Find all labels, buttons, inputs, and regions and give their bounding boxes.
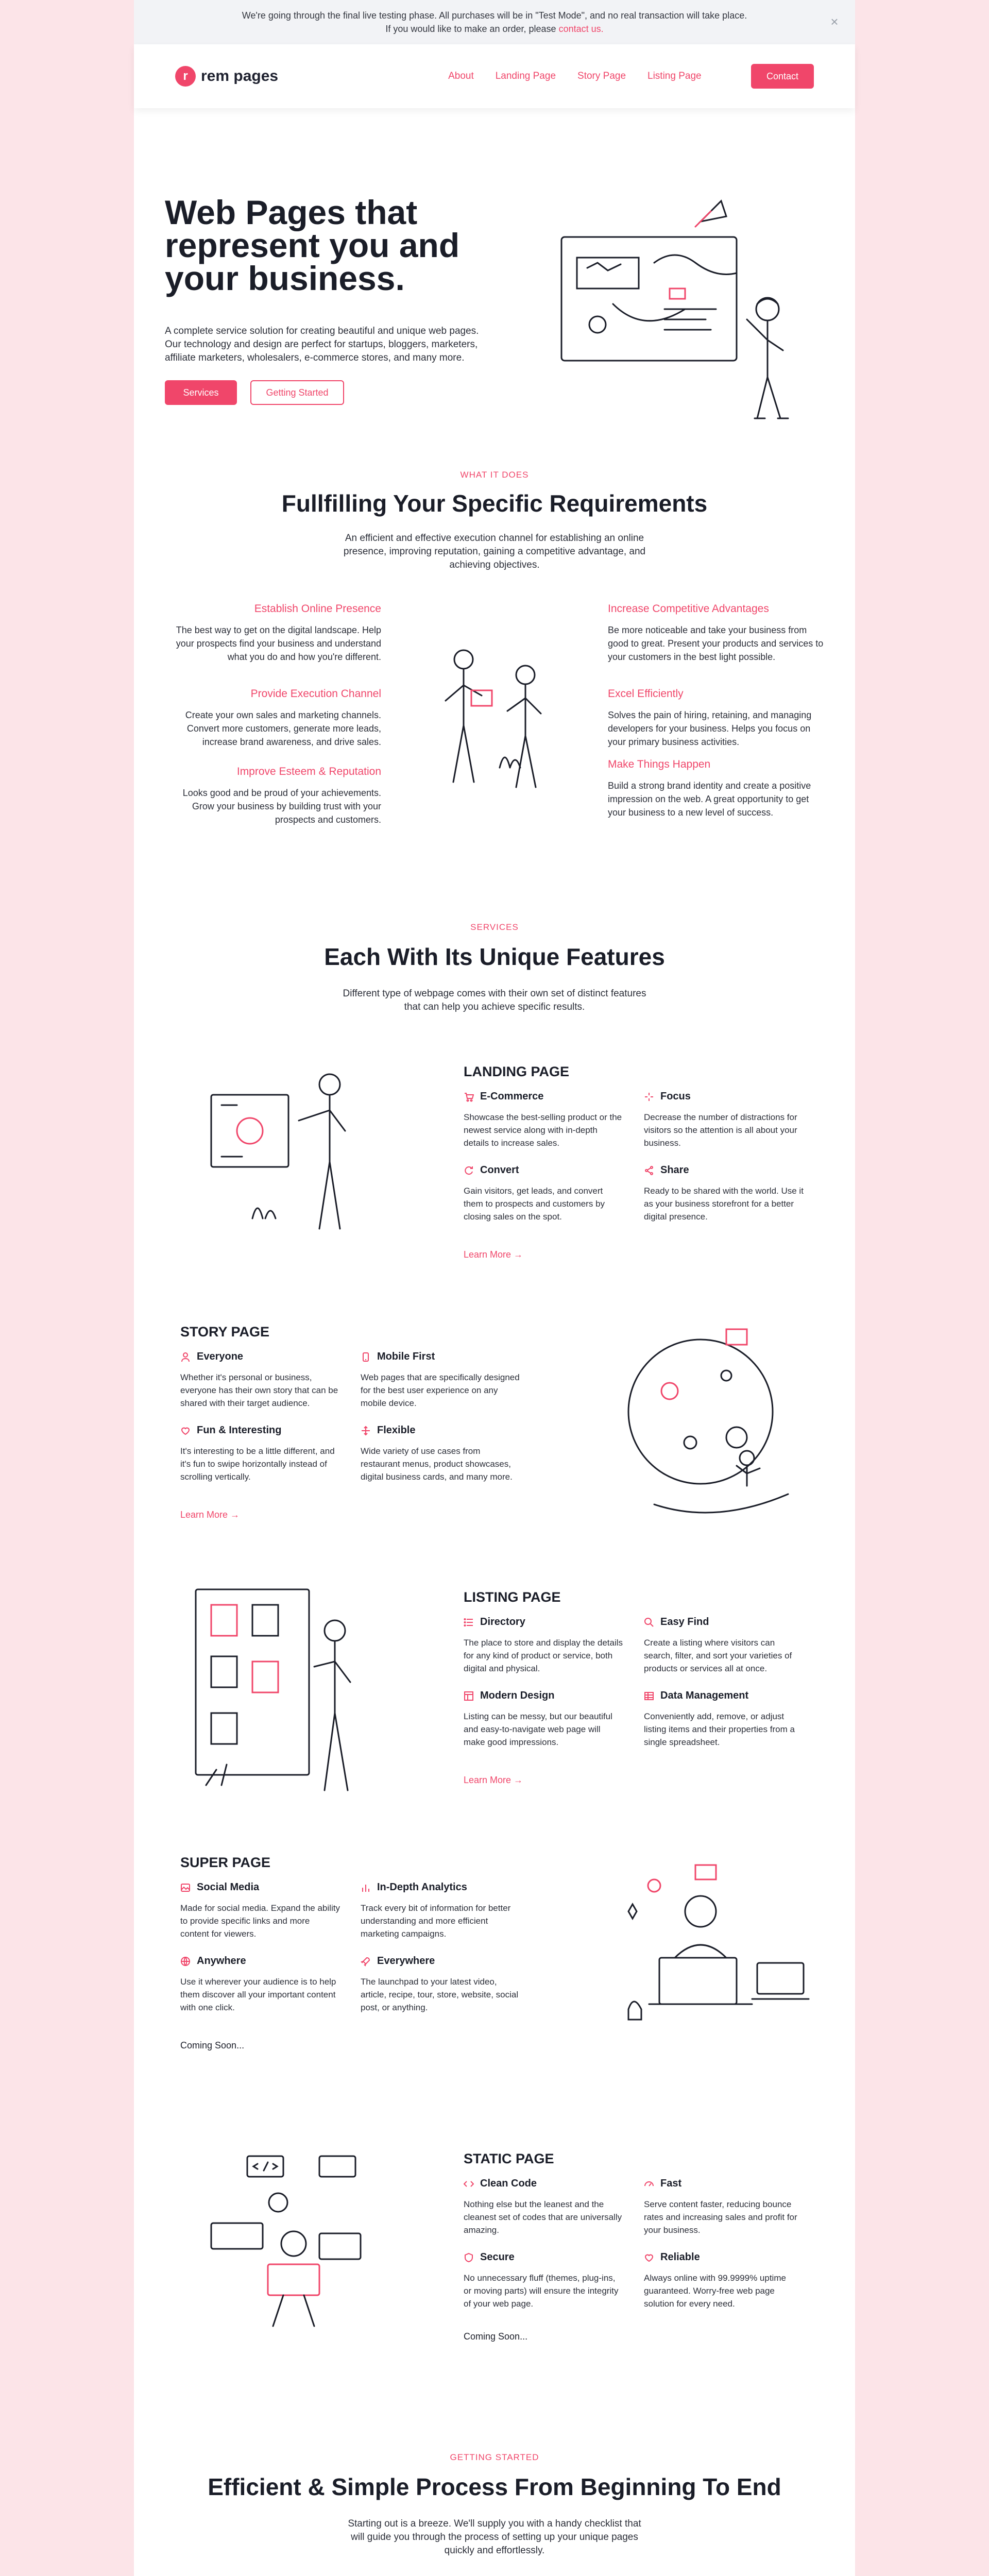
card-title-row bbox=[180, 1351, 340, 1363]
contact-button[interactable]: Contact bbox=[751, 64, 814, 89]
card-title: Focus bbox=[660, 1091, 691, 1102]
heart-icon bbox=[644, 2252, 654, 2263]
card-title: Secure bbox=[480, 2251, 515, 2263]
what-it-does-section bbox=[134, 402, 855, 835]
story-page-block bbox=[134, 1319, 855, 1535]
landing-card-ecommerce bbox=[464, 1091, 623, 1149]
page bbox=[134, 0, 855, 2576]
listing-learn-more-link[interactable]: Learn More → bbox=[464, 1775, 523, 1785]
story-card-everyone bbox=[180, 1351, 340, 1410]
card-text: Use it wherever your audience is to help them discover all your important content with one click. bbox=[180, 1977, 336, 2012]
static-page-block bbox=[134, 2146, 855, 2362]
card-title: Flexible bbox=[377, 1425, 416, 1436]
card-text: Web pages that are specifically designed for the best user experience on any mobile device. bbox=[361, 1372, 520, 1408]
nav-item-about[interactable]: About bbox=[448, 71, 474, 81]
feature-title: Improve Esteem & Reputation bbox=[236, 766, 381, 777]
nav-item-story-page[interactable]: Story Page bbox=[577, 71, 626, 81]
feature-left-1 bbox=[165, 603, 381, 664]
card-text: Gain visitors, get leads, and convert them to prospects and customers by closing sales on the spot. bbox=[464, 1186, 605, 1222]
card-text: Whether it's personal or business, everyone has their own story that can be shared with their target audience. bbox=[180, 1372, 338, 1408]
static-card-fast bbox=[644, 2178, 804, 2236]
card-text: Ready to be shared with the world. Use it as your business storefront for a better digital presence. bbox=[644, 1186, 804, 1222]
card-title-row bbox=[644, 1616, 804, 1628]
listing-page-block bbox=[134, 1584, 855, 1801]
card-text: Conveniently add, remove, or adjust listing items and their properties from a single spreadsheet. bbox=[644, 1711, 795, 1747]
process-title: Efficient & Simple Process From Beginning To End bbox=[208, 2473, 781, 2500]
static-coming-soon: Coming Soon... bbox=[464, 2331, 528, 2342]
feature-title: Make Things Happen bbox=[608, 758, 711, 770]
story-learn-more-link[interactable]: Learn More → bbox=[180, 1510, 240, 1520]
card-title: Convert bbox=[480, 1164, 519, 1176]
hero-title: Web Pages that represent you and your business. bbox=[165, 193, 460, 297]
listing-card-easy-find bbox=[644, 1616, 804, 1675]
landing-page-block bbox=[134, 1059, 855, 1275]
card-text: It's interesting to be a little different, and it's fun to swipe horizontally instead of scrolling vertically. bbox=[180, 1446, 335, 1482]
layout-icon bbox=[464, 1691, 474, 1701]
table-icon bbox=[644, 1691, 654, 1701]
super-coming-soon: Coming Soon... bbox=[180, 2040, 245, 2050]
feature-right-2 bbox=[608, 688, 824, 749]
card-title-row bbox=[361, 1955, 520, 1967]
super-card-anywhere bbox=[180, 1955, 340, 2014]
notice-line2-prefix: If you would like to make an order, please bbox=[385, 24, 559, 34]
cart-icon bbox=[464, 1092, 474, 1102]
card-text: Wide variety of use cases from restaurant menus, product showcases, digital business cards, and many more. bbox=[361, 1446, 513, 1482]
bar-chart-icon bbox=[361, 1883, 371, 1893]
logo-mark-icon: r bbox=[175, 66, 196, 87]
process-eyebrow: GETTING STARTED bbox=[450, 2452, 539, 2462]
feature-text: Looks good and be proud of your achievements. Grow your business by building trust with your prospects and customers. bbox=[182, 788, 381, 825]
feature-title: Excel Efficiently bbox=[608, 688, 684, 700]
card-title-row bbox=[644, 1091, 804, 1103]
close-icon[interactable]: × bbox=[830, 14, 839, 29]
card-title: Data Management bbox=[660, 1690, 749, 1701]
card-title: Easy Find bbox=[660, 1616, 709, 1628]
card-title-row bbox=[361, 1425, 520, 1436]
card-title-row bbox=[464, 1091, 623, 1103]
hero-section bbox=[134, 108, 855, 397]
feature-title: Provide Execution Channel bbox=[250, 688, 381, 700]
card-title-row bbox=[180, 1882, 340, 1893]
landing-learn-more-link[interactable]: Learn More → bbox=[464, 1249, 523, 1260]
move-icon bbox=[361, 1426, 371, 1436]
search-icon bbox=[644, 1617, 654, 1628]
card-title: Reliable bbox=[660, 2251, 700, 2263]
services-button[interactable]: Services bbox=[165, 380, 237, 405]
card-text: Track every bit of information for better understanding and more efficient marketing campaigns. bbox=[361, 1903, 511, 1939]
what-title: Fullfilling Your Specific Requirements bbox=[281, 490, 708, 517]
feature-text: The best way to get on the digital landscape. Help your prospects find your business and understand what you do and how you're different. bbox=[176, 625, 381, 662]
card-text: Serve content faster, reducing bounce rates and increasing sales and profit for your business. bbox=[644, 2199, 797, 2235]
card-text: Made for social media. Expand the ability to provide specific links and more content for viewers. bbox=[180, 1903, 340, 1939]
logo[interactable] bbox=[175, 66, 278, 87]
static-title: STATIC PAGE bbox=[464, 2151, 554, 2166]
card-title: Fun & Interesting bbox=[197, 1425, 282, 1436]
listing-card-data-management bbox=[644, 1690, 804, 1749]
hero-description: A complete service solution for creating beautiful and unique web pages. Our technology and design are perfect for startups, bloggers, marketers, affiliate marketers, wholesalers, e-commerce stores, and many more. bbox=[165, 326, 479, 363]
services-title: Each With Its Unique Features bbox=[324, 943, 665, 970]
feature-text: Be more noticeable and take your business from good to great. Present your products and services to your customers in the best light possible. bbox=[608, 625, 824, 662]
card-title-row bbox=[644, 2178, 804, 2190]
story-card-mobile-first bbox=[361, 1351, 520, 1410]
card-title: In-Depth Analytics bbox=[377, 1882, 467, 1893]
what-eyebrow: WHAT IT DOES bbox=[460, 470, 529, 480]
super-title: SUPER PAGE bbox=[180, 1855, 271, 1870]
card-text: The place to store and display the details for any kind of product or service, both digital and physical. bbox=[464, 1638, 623, 1673]
card-title: Share bbox=[660, 1164, 689, 1176]
listing-card-directory bbox=[464, 1616, 623, 1675]
card-text: Create a listing where visitors can search, filter, and sort your varieties of products or services all at once. bbox=[644, 1638, 792, 1673]
feature-left-2 bbox=[165, 688, 381, 749]
card-title: Directory bbox=[480, 1616, 525, 1628]
card-title-row bbox=[644, 2251, 804, 2263]
static-illustration bbox=[201, 2146, 386, 2331]
card-text: Always online with 99.9999% uptime guaranteed. Worry-free web page solution for every need. bbox=[644, 2273, 786, 2309]
card-title-row bbox=[464, 1164, 623, 1176]
main-nav bbox=[448, 71, 702, 82]
user-icon bbox=[180, 1352, 191, 1362]
services-lead: Different type of webpage comes with their own set of distinct features that can help you achieve specific results. bbox=[343, 988, 646, 1012]
rocket-icon bbox=[361, 1956, 371, 1967]
card-text: No unnecessary fluff (themes, plug-ins, or moving parts) will ensure the integrity of your web page. bbox=[464, 2273, 619, 2309]
share-icon bbox=[644, 1165, 654, 1176]
notice-bar-top bbox=[134, 0, 855, 44]
card-title-row bbox=[644, 1690, 804, 1702]
card-title: Social Media bbox=[197, 1882, 260, 1893]
landing-illustration bbox=[201, 1064, 371, 1239]
mobile-icon bbox=[361, 1352, 371, 1362]
header bbox=[134, 44, 855, 108]
listing-card-modern-design bbox=[464, 1690, 623, 1749]
feature-title: Establish Online Presence bbox=[254, 603, 381, 615]
super-card-social-media bbox=[180, 1882, 340, 1940]
card-text: Showcase the best-selling product or the newest service along with in-depth details to increase sales. bbox=[464, 1112, 622, 1148]
globe-icon bbox=[180, 1956, 191, 1967]
card-title-row bbox=[361, 1351, 520, 1363]
super-illustration bbox=[598, 1855, 814, 2040]
card-title-row bbox=[180, 1425, 340, 1436]
card-title-row bbox=[464, 2178, 623, 2190]
image-icon bbox=[180, 1883, 191, 1893]
card-title: E-Commerce bbox=[480, 1091, 544, 1102]
what-lead: An efficient and effective execution channel for establishing an online presence, improving reputation, gaining a competitive advantage, and achieving objectives. bbox=[343, 533, 646, 570]
notice-line2 bbox=[385, 22, 603, 36]
logo-text: rem pages bbox=[201, 67, 279, 84]
nav-item-listing-page[interactable]: Listing Page bbox=[647, 71, 702, 81]
listing-title: LISTING PAGE bbox=[464, 1589, 561, 1605]
feature-right-3 bbox=[608, 758, 824, 819]
notice-line1: We're going through the final live testing phase. All purchases will be in "Test Mode", and no real transaction will take place. bbox=[242, 10, 747, 21]
getting-started-button[interactable]: Getting Started bbox=[250, 380, 344, 405]
card-title: Everyone bbox=[197, 1351, 244, 1362]
landing-card-convert bbox=[464, 1164, 623, 1223]
hero-illustration bbox=[551, 191, 819, 433]
feature-right-1 bbox=[608, 603, 824, 664]
static-card-clean-code bbox=[464, 2178, 623, 2236]
card-title: Modern Design bbox=[480, 1690, 555, 1701]
super-card-analytics bbox=[361, 1882, 520, 1940]
convert-icon bbox=[464, 1165, 474, 1176]
card-title-row bbox=[464, 1616, 623, 1628]
feature-left-3 bbox=[165, 766, 381, 826]
team-illustration bbox=[422, 639, 572, 799]
services-eyebrow: SERVICES bbox=[470, 922, 519, 932]
nav-item-landing-page[interactable]: Landing Page bbox=[495, 71, 556, 81]
card-title-row bbox=[180, 1955, 340, 1967]
card-title: Mobile First bbox=[377, 1351, 435, 1362]
shield-icon bbox=[464, 2252, 474, 2263]
feature-text: Build a strong brand identity and create a positive impression on the web. A great opportunity to get your business to a new level of success. bbox=[608, 781, 811, 818]
super-card-everywhere bbox=[361, 1955, 520, 2014]
card-title-row bbox=[644, 1164, 804, 1176]
card-title: Everywhere bbox=[377, 1955, 435, 1967]
card-title-row bbox=[464, 1690, 623, 1702]
story-title: STORY PAGE bbox=[180, 1324, 270, 1340]
feature-title: Increase Competitive Advantages bbox=[608, 603, 769, 615]
landing-card-share bbox=[644, 1164, 804, 1223]
speed-icon bbox=[644, 2179, 654, 2189]
card-title: Clean Code bbox=[480, 2178, 537, 2189]
feature-text: Create your own sales and marketing channels. Convert more customers, generate more leads, increase brand awareness, and drive sales. bbox=[185, 710, 381, 747]
story-card-fun bbox=[180, 1425, 340, 1483]
notice-contact-link[interactable]: contact us. bbox=[558, 24, 604, 34]
landing-card-focus bbox=[644, 1091, 804, 1149]
story-card-flexible bbox=[361, 1425, 520, 1483]
card-text: Listing can be messy, but our beautiful and easy-to-navigate web page will make good impressions. bbox=[464, 1711, 612, 1747]
code-icon bbox=[464, 2179, 474, 2189]
list-icon bbox=[464, 1617, 474, 1628]
card-text: Nothing else but the leanest and the cleanest set of codes that are universally amazing. bbox=[464, 2199, 622, 2235]
card-title-row bbox=[361, 1882, 520, 1893]
focus-icon bbox=[644, 1092, 654, 1102]
feature-text: Solves the pain of hiring, retaining, and managing developers for your business. Helps you focus on your primary business activities. bbox=[608, 710, 812, 747]
landing-title: LANDING PAGE bbox=[464, 1064, 570, 1079]
card-title: Fast bbox=[660, 2178, 682, 2189]
story-illustration bbox=[613, 1319, 809, 1525]
card-text: Decrease the number of distractions for visitors so the attention is all about your business. bbox=[644, 1112, 797, 1148]
static-card-secure bbox=[464, 2251, 623, 2310]
listing-illustration bbox=[185, 1584, 381, 1801]
card-text: The launchpad to your latest video, article, recipe, tour, store, website, social post, or anything. bbox=[361, 1977, 519, 2012]
static-card-reliable bbox=[644, 2251, 804, 2310]
super-page-block bbox=[134, 1850, 855, 2066]
card-title: Anywhere bbox=[197, 1955, 246, 1967]
process-lead: Starting out is a breeze. We'll supply you with a handy checklist that will guide you through the process of setting up your unique pages quickly and effortlessly. bbox=[348, 2518, 641, 2556]
heart-icon bbox=[180, 1426, 191, 1436]
card-title-row bbox=[464, 2251, 623, 2263]
